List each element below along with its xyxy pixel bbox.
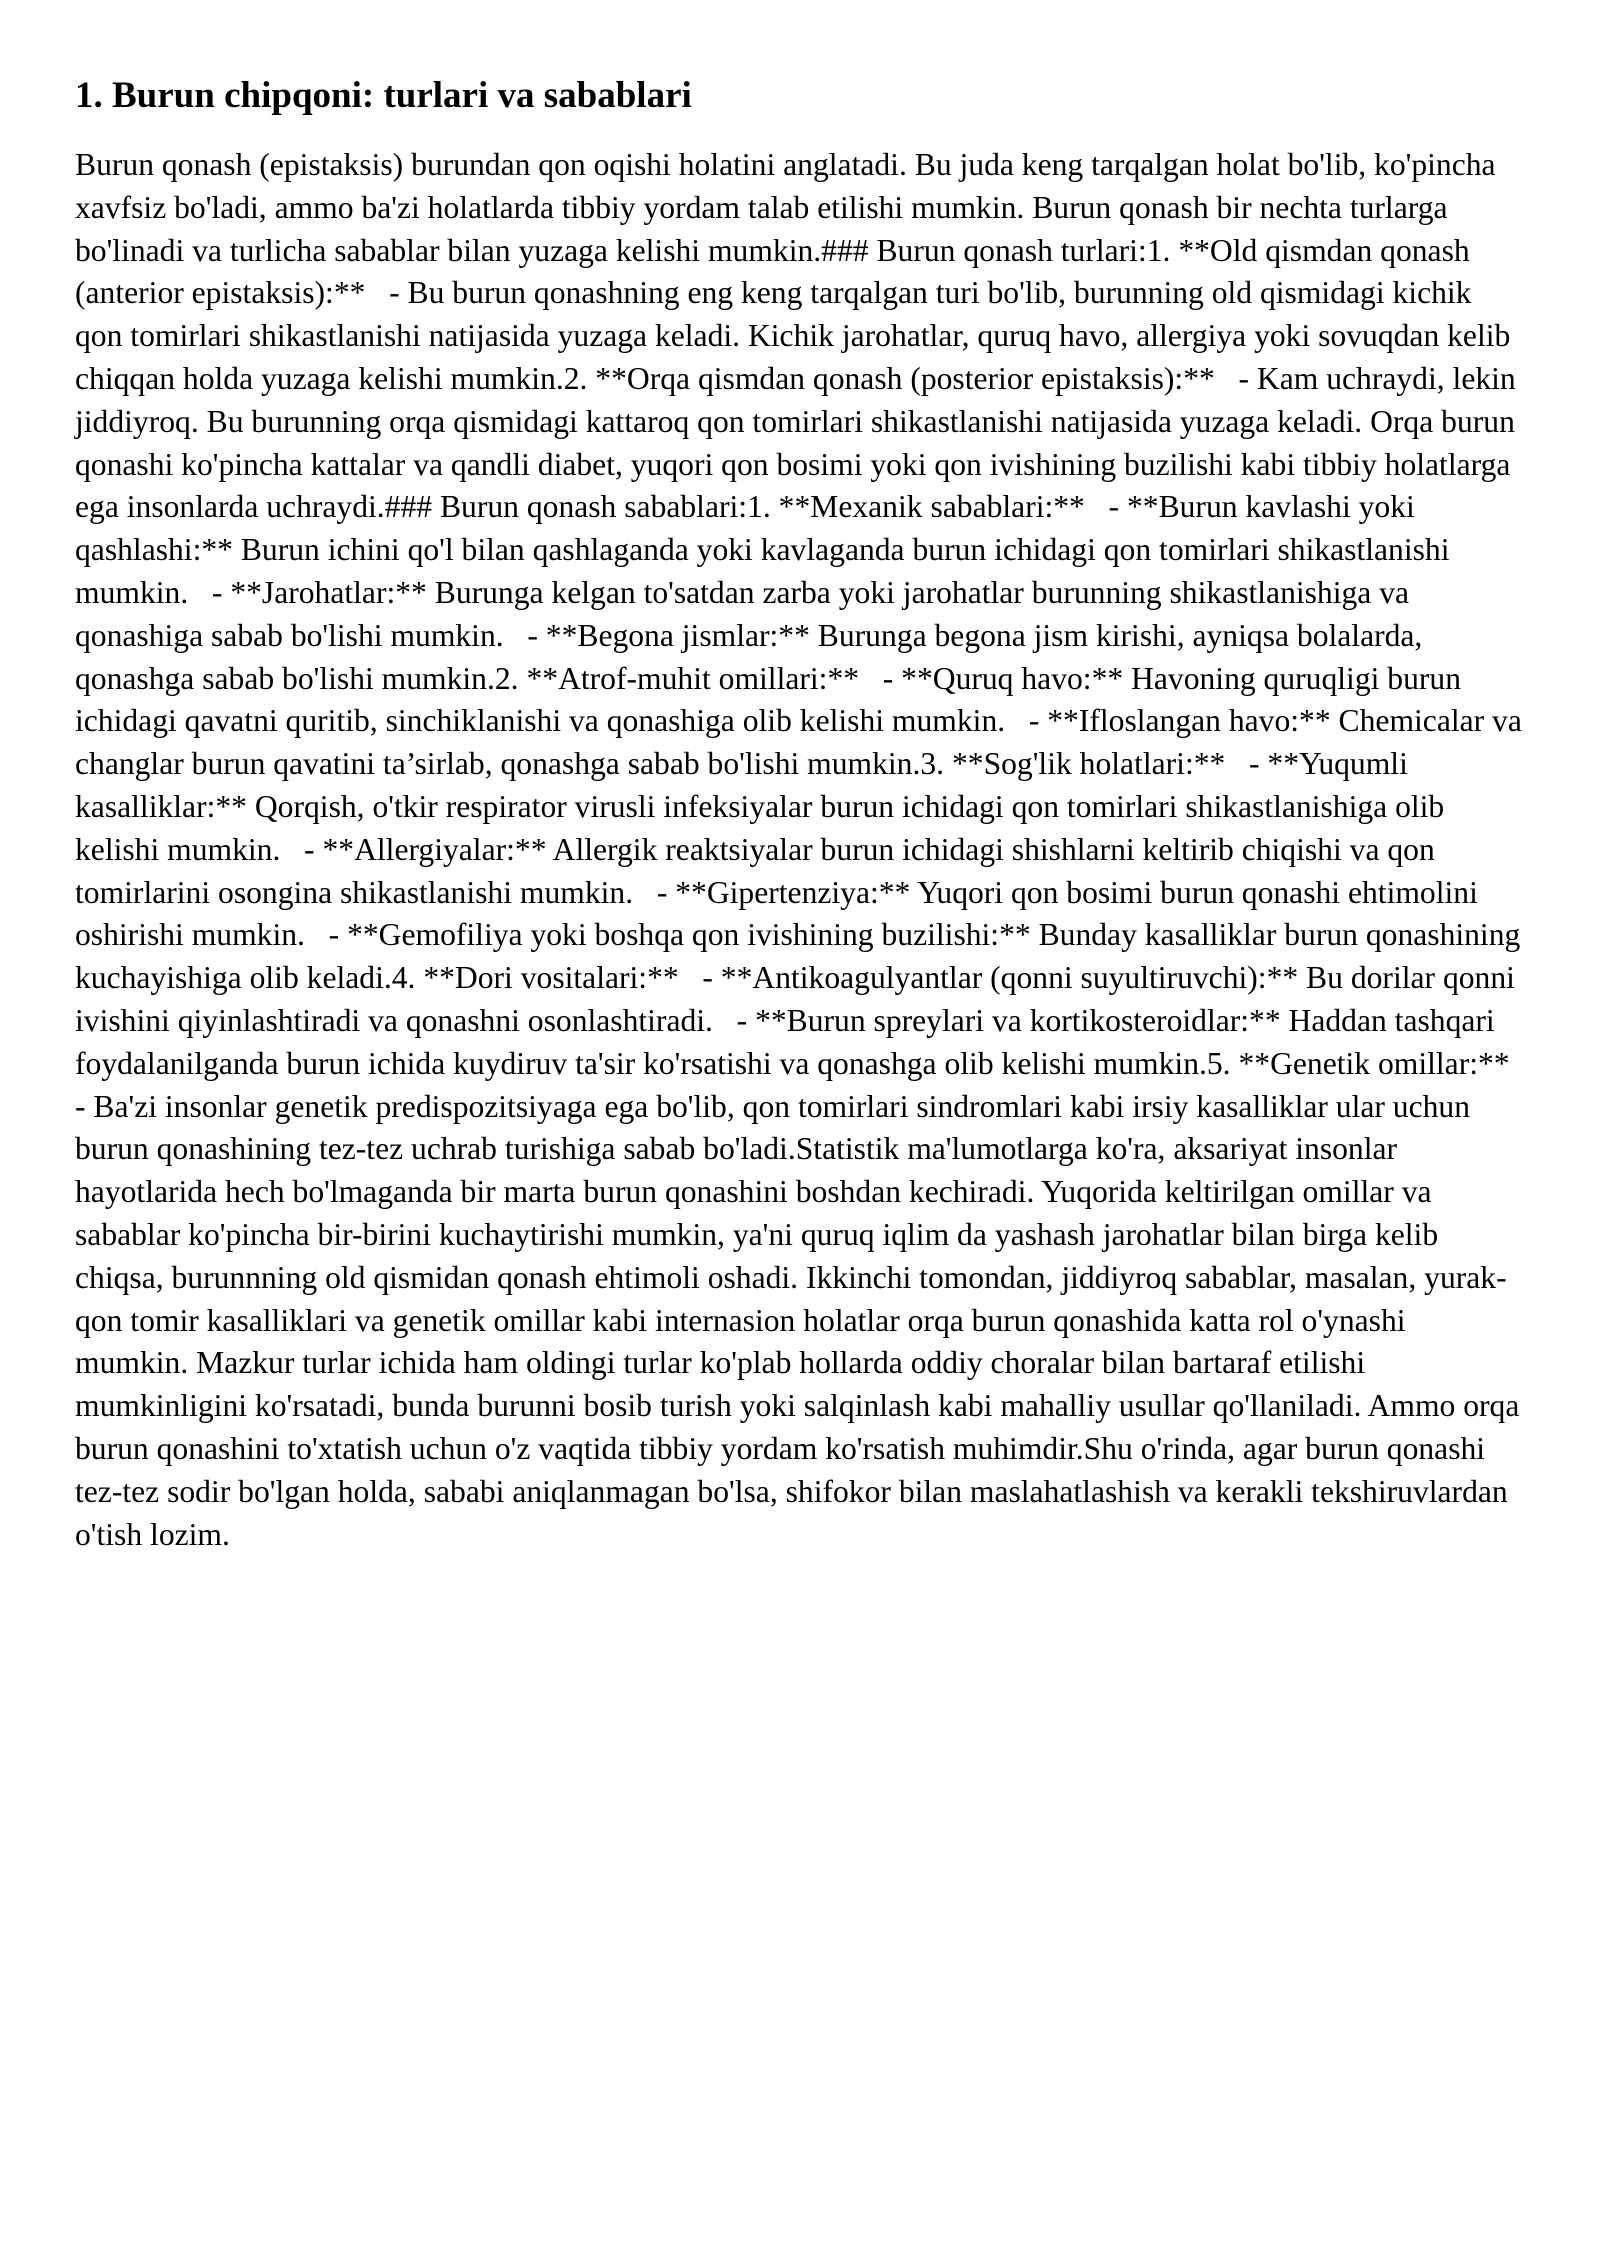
document-body-paragraph: Burun qonash (epistaksis) burundan qon oqishi holatini anglatadi. Bu juda keng tarqalgan holat bo'lib, ko'pincha xavfsiz bo'ladi, ammo ba'zi holatlarda tibbiy yordam talab etilishi mumkin. Burun qonash bir nechta turlarga bo'linadi va turlicha sabablar bilan yuzaga kelishi mumkin.### Burun qonash turlari:1. **Old qismdan qonash (anterior epistaksis):** - Bu burun qonashning eng keng tarqalgan turi bo'lib, burunning old qismidagi kichik qon tomirlari shikastlanishi natijasida yuzaga keladi. Kichik jarohatlar, quruq havo, allergiya yoki sovuqdan kelib chiqqan holda yuzaga kelishi mumkin.2. **Orqa qismdan qonash (posterior epistaksis):** - Kam uchraydi, lekin jiddiyroq. Bu burunning orqa qismidagi kattaroq qon tomirlari shikastlanishi natijasida yuzaga keladi. Orqa burun qonashi ko'pincha kattalar va qandli diabet, yuqori qon bosimi yoki qon ivishining buzilishi kabi tibbiy holatlarga ega insonlarda uchraydi.### Burun qonash sabablari:1. **Mexanik sabablari:** - **Burun kavlashi yoki qashlashi:** Burun ichini qo'l bilan qashlaganda yoki kavlaganda burun ichidagi qon tomirlari shikastlanishi mumkin. - **Jarohatlar:** Burunga kelgan to'satdan zarba yoki jarohatlar burunning shikastlanishiga va qonashiga sabab bo'lishi mumkin. - **Begona jismlar:** Burunga begona jism kirishi, ayniqsa bolalarda, qonashga sabab bo'lishi mumkin.2. **Atrof-muhit omillari:** - **Quruq havo:** Havoning quruqligi burun ichidagi qavatni quritib, sinchiklanishi va qonashiga olib kelishi mumkin. - **Ifloslangan havo:** Chemicalar va changlar burun qavatini ta’sirlab, qonashga sabab bo'lishi mumkin.3. **Sog'lik holatlari:** - **Yuqumli kasalliklar:** Qorqish, o'tkir respirator virusli infeksiyalar burun ichidagi qon tomirlari shikastlanishiga olib kelishi mumkin. - **Allergiyalar:** Allergik reaktsiyalar burun ichidagi shishlarni keltirib chiqishi va qon tomirlarini osongina shikastlanishi mumkin. - **Gipertenziya:** Yuqori qon bosimi burun qonashi ehtimolini oshirishi mumkin. - **Gemofiliya yoki boshqa qon ivishining buzilishi:** Bunday kasalliklar burun qonashining kuchayishiga olib keladi.4. **Dori vositalari:** - **Antikoagulyantlar (qonni suyultiruvchi):** Bu dorilar qonni ivishini qiyinlashtiradi va qonashni osonlashtiradi. - **Burun spreylari va kortikosteroidlar:** Haddan tashqari foydalanilganda burun ichida kuydiruv ta'sir ko'rsatishi va qonashga olib kelishi mumkin.5. **Genetik omillar:** - Ba'zi insonlar genetik predispozitsiyaga ega bo'lib, qon tomirlari sindromlari kabi irsiy kasalliklar ular uchun burun qonashining tez-tez uchrab turishiga sabab bo'ladi.Statistik ma'lumotlarga ko'ra, aksariyat insonlar hayotlarida hech bo'lmaganda bir marta burun qonashini boshdan kechiradi. Yuqorida keltirilgan omillar va sabablar ko'pincha bir-birini kuchaytirishi mumkin, ya'ni quruq iqlim da yashash jarohatlar bilan birga kelib chiqsa, burunnning old qismidan qonash ehtimoli oshadi. Ikkinchi tomondan, jiddiyroq sabablar, masalan, yurak-qon tomir kasalliklari va genetik omillar kabi internasion holatlar orqa burun qonashida katta rol o'ynashi mumkin. Mazkur turlar ichida ham oldingi turlar ko'plab hollarda oddiy choralar bilan bartaraf etilishi mumkinligini ko'rsatadi, bunda burunni bosib turish yoki salqinlash kabi mahalliy usullar qo'llaniladi. Ammo orqa burun qonashini to'xtatish uchun o'z vaqtida tibbiy yordam ko'rsatish muhimdir.Shu o'rinda, agar burun qonashi tez-tez sodir bo'lgan holda, sababi aniqlanmagan bo'lsa, shifokor bilan maslahatlashish va kerakli tekshiruvlardan o'tish lozim.: [75, 147, 1534, 1552]
document-page: [75, 74, 1534, 1556]
document-title: 1. Burun chipqoni: turlari va sabablari: [75, 75, 692, 116]
